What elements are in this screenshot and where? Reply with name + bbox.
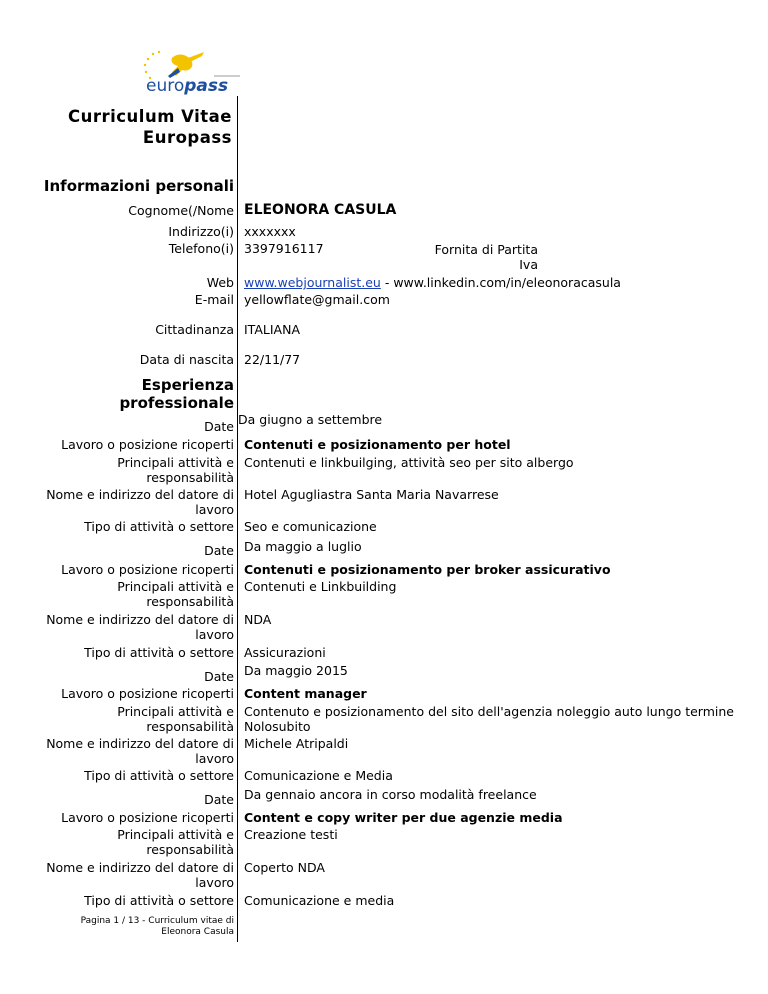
web-label: Web: [206, 275, 234, 290]
vat-note: Fornita di Partita Iva: [434, 242, 538, 272]
employer-label: Nome e indirizzo del datore di lavoro: [46, 736, 234, 766]
sector-label: Tipo di attività o settore: [84, 645, 234, 660]
activities-label: Principali attività e responsabilità: [117, 455, 234, 485]
position-label: Lavoro o posizione ricoperti: [61, 437, 234, 452]
address-value: xxxxxxx: [244, 224, 296, 239]
date-label: Date: [204, 669, 234, 684]
entry-activities: Contenuti e linkbuilging, attività seo per sito albergo: [244, 455, 574, 470]
section-experience: Esperienza professionale: [119, 376, 234, 412]
page-title: Curriculum Vitae Europass: [67, 107, 232, 147]
employer-label: Nome e indirizzo del datore di lavoro: [46, 487, 234, 517]
entry-date: Da giugno a settembre: [238, 412, 383, 427]
name-value: ELEONORA CASULA: [244, 202, 397, 218]
date-label: Date: [204, 792, 234, 807]
entry-activities: Contenuto e posizionamento del sito dell'agenzia noleggio auto lungo termine Nolosubito: [244, 704, 734, 734]
website-link[interactable]: www.webjournalist.eu: [244, 275, 381, 290]
position-label: Lavoro o posizione ricoperti: [61, 810, 234, 825]
entry-employer: Hotel Agugliastra Santa Maria Navarrese: [244, 487, 499, 502]
entry-sector: Assicurazioni: [244, 645, 326, 660]
entry-activities: Contenuti e Linkbuilding: [244, 579, 397, 594]
position-label: Lavoro o posizione ricoperti: [61, 562, 234, 577]
sector-label: Tipo di attività o settore: [84, 893, 234, 908]
date-label: Date: [204, 543, 234, 558]
entry-position: Contenuti e posizionamento per hotel: [244, 437, 511, 452]
entry-date: Da maggio 2015: [244, 663, 348, 678]
address-label: Indirizzo(i): [168, 224, 234, 239]
entry-position: Contenuti e posizionamento per broker assicurativo: [244, 562, 611, 577]
section-personal-info: Informazioni personali: [43, 177, 234, 195]
birth-label: Data di nascita: [139, 352, 234, 367]
activities-label: Principali attività e responsabilità: [117, 579, 234, 609]
logo-text-euro: euro: [146, 76, 185, 96]
phone-label: Telefono(i): [168, 241, 234, 256]
column-divider: [237, 96, 238, 942]
entry-position: Content e copy writer per due agenzie media: [244, 810, 563, 825]
entry-sector: Seo e comunicazione: [244, 519, 377, 534]
page-footer: Pagina 1 / 13 - Curriculum vitae di Eleonora Casula: [80, 916, 234, 937]
email-label: E-mail: [194, 292, 234, 307]
citizenship-label: Cittadinanza: [155, 322, 234, 337]
activities-label: Principali attività e responsabilità: [117, 704, 234, 734]
employer-label: Nome e indirizzo del datore di lavoro: [46, 612, 234, 642]
email-value: yellowflate@gmail.com: [244, 292, 390, 307]
sector-label: Tipo di attività o settore: [84, 768, 234, 783]
entry-employer: NDA: [244, 612, 272, 627]
entry-employer: Michele Atripaldi: [244, 736, 349, 751]
birth-value: 22/11/77: [244, 352, 301, 367]
entry-sector: Comunicazione e media: [244, 893, 395, 908]
web-value: www.webjournalist.eu - www.linkedin.com/in/eleonoracasula: [244, 275, 621, 290]
entry-employer: Coperto NDA: [244, 860, 325, 875]
entry-date: Da gennaio ancora in corso modalità freelance: [244, 787, 537, 802]
entry-date: Da maggio a luglio: [244, 539, 362, 554]
employer-label: Nome e indirizzo del datore di lavoro: [46, 860, 234, 890]
phone-value: 3397916117: [244, 241, 324, 256]
sector-label: Tipo di attività o settore: [84, 519, 234, 534]
entry-position: Content manager: [244, 686, 367, 701]
entry-sector: Comunicazione e Media: [244, 768, 393, 783]
name-label: Cognome(/Nome: [128, 203, 234, 218]
linkedin-text: www.linkedin.com/in/eleonoracasula: [393, 275, 621, 290]
date-label: Date: [204, 419, 234, 434]
entry-activities: Creazione testi: [244, 827, 338, 842]
logo-text-pass: pass: [184, 76, 229, 96]
position-label: Lavoro o posizione ricoperti: [61, 686, 234, 701]
europass-logo: [132, 48, 242, 98]
citizenship-value: ITALIANA: [244, 322, 301, 337]
activities-label: Principali attività e responsabilità: [117, 827, 234, 857]
